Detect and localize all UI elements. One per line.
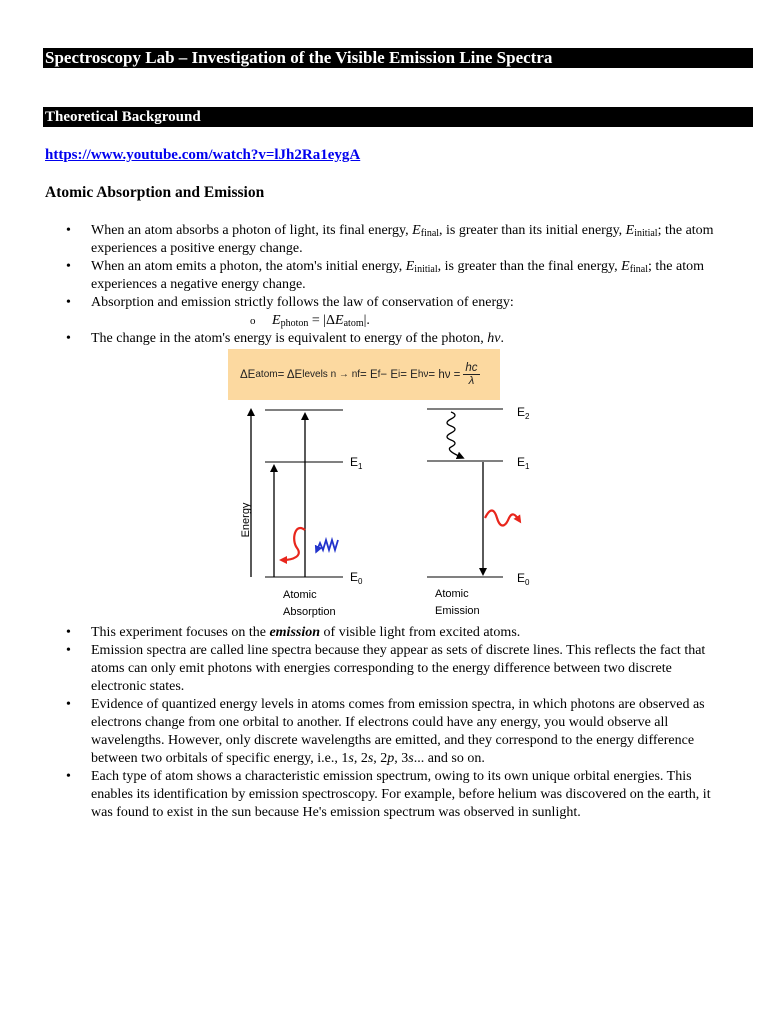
list-item: • This experiment focuses on the emission of visible light from excited atoms.	[66, 625, 521, 640]
emission-caption-1: Atomic	[435, 588, 469, 600]
list-item: • Absorption and emission strictly follows the law of conservation of energy:	[66, 295, 514, 310]
bullet-list-1	[0, 222, 768, 348]
hc-over-lambda: $\frac{hc}{\lambda}$	[465, 362, 478, 387]
list-item: • The change in the atom's energy is equivalent to energy of the photon, hν.	[66, 331, 504, 346]
emission-e2-label: $E_2$	[517, 405, 530, 421]
absorption-e1-label: $E_1$	[350, 455, 363, 471]
emission-caption-2: Emission	[435, 605, 480, 617]
energy-axis-label: Energy	[240, 502, 252, 538]
emission-wavy-arrow	[447, 412, 461, 457]
equation-box	[228, 349, 500, 400]
youtube-link[interactable]: https://www.youtube.com/watch?v=lJh2Ra1eygA	[45, 147, 361, 163]
red-photon-squiggle	[283, 528, 305, 560]
energy-equation: ΔE atom = ΔE levels n → nf = E f − E i = E hν = hν = $\frac{hc}{\lambda}$	[240, 362, 478, 387]
energy-level-diagram	[225, 400, 545, 622]
list-item: • Evidence of quantized energy levels in atoms comes from emission spectra, in which photons are observed as electrons change from one orbital to another. If electrons could have any energy, you would observe all wavelengths. However, only discrete wavelengths are emitted, and they correspond to the energy difference between two orbitals of specific energy, i.e., 1s, 2s, 2p, 3s... and so on.	[66, 697, 705, 766]
red-emitted-photon	[485, 511, 519, 526]
list-item: • When an atom emits a photon, the atom's initial energy, $E_{initial}$, is greater than the final energy, $E_{final}$; the atom experiences a negative energy change.	[66, 259, 705, 292]
subsection-heading: Atomic Absorption and Emission	[45, 184, 265, 201]
sub-list-item: o $E_{photon} = |\Delta E_{atom}|$.	[250, 313, 370, 329]
document-title: Spectroscopy Lab – Investigation of the Visible Emission Line Spectra	[43, 48, 753, 68]
absorption-e0-label: $E_0$	[350, 570, 363, 586]
blue-photon-squiggle	[317, 540, 338, 550]
section-heading: Theoretical Background	[43, 107, 753, 127]
absorption-caption-2: Absorption	[283, 606, 336, 618]
list-item: • When an atom absorbs a photon of light, its final energy, $E_{final}$, is greater than its initial energy, $E_{initial}$; the atom experiences a positive energy change.	[66, 223, 714, 256]
absorption-caption-1: Atomic	[283, 589, 317, 601]
emission-e0-label: $E_0$	[517, 571, 530, 587]
list-item: • Each type of atom shows a characteristic emission spectrum, owing to its own unique orbital energies. This enables its identification by emission spectroscopy. For example, before helium was discovered on the earth, it was found to exist in the sun because He's emission spectrum was observed in sunlight.	[66, 769, 711, 820]
emission-e1-label: $E_1$	[517, 455, 530, 471]
list-item: • Emission spectra are called line spectra because they appear as sets of discrete lines. This reflects the fact that atoms can only emit photons with energies corresponding to the energy difference between two discrete electronic states.	[66, 643, 706, 694]
bullet-list-2	[0, 624, 768, 822]
